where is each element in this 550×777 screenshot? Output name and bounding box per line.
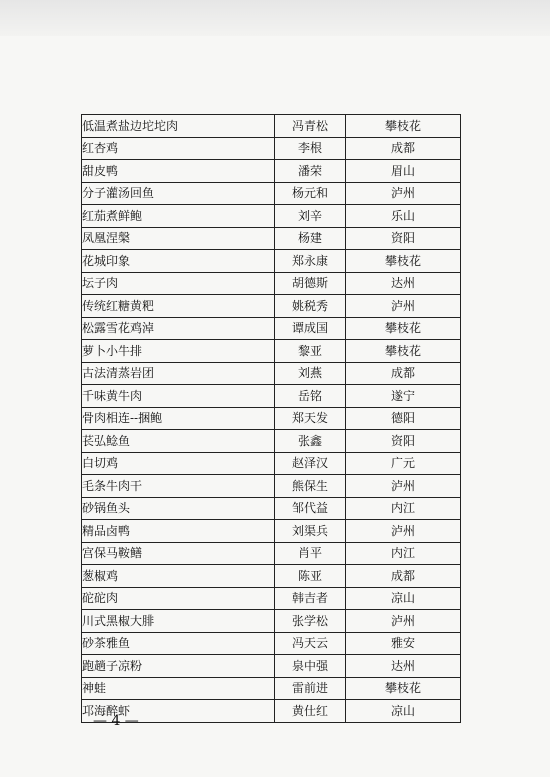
chef-name-cell: 姚税秀 bbox=[275, 295, 346, 318]
dish-name-cell: 花城印象 bbox=[82, 250, 275, 273]
city-cell: 攀枝花 bbox=[346, 677, 461, 700]
dish-name-cell: 砂锅鱼头 bbox=[82, 497, 275, 520]
dish-name-cell: 分子灌汤回鱼 bbox=[82, 182, 275, 205]
city-cell: 泸州 bbox=[346, 475, 461, 498]
city-cell: 成都 bbox=[346, 137, 461, 160]
table-row bbox=[82, 452, 461, 475]
city-cell: 泸州 bbox=[346, 182, 461, 205]
chef-name-cell: 熊保生 bbox=[275, 475, 346, 498]
dish-name-cell: 千味黄牛肉 bbox=[82, 385, 275, 408]
city-cell: 雅安 bbox=[346, 632, 461, 655]
dish-name-cell: 骨肉相连--捆鲍 bbox=[82, 407, 275, 430]
dish-name-cell: 传统红糖黄粑 bbox=[82, 295, 275, 318]
table-row bbox=[82, 520, 461, 543]
table-row bbox=[82, 250, 461, 273]
dish-name-cell: 毛条牛肉干 bbox=[82, 475, 275, 498]
table-row bbox=[82, 227, 461, 250]
table-row bbox=[82, 385, 461, 408]
table-row bbox=[82, 160, 461, 183]
table-row bbox=[82, 587, 461, 610]
city-cell: 攀枝花 bbox=[346, 340, 461, 363]
chef-name-cell: 韩吉者 bbox=[275, 587, 346, 610]
dish-name-cell: 坛子肉 bbox=[82, 272, 275, 295]
dish-name-cell: 跑趟子凉粉 bbox=[82, 655, 275, 678]
dish-name-cell: 凤凰涅槃 bbox=[82, 227, 275, 250]
table-row bbox=[82, 115, 461, 138]
chef-name-cell: 泉中强 bbox=[275, 655, 346, 678]
table-row bbox=[82, 632, 461, 655]
city-cell: 遂宁 bbox=[346, 385, 461, 408]
table-row bbox=[82, 182, 461, 205]
dish-table-body bbox=[82, 115, 461, 723]
city-cell: 凉山 bbox=[346, 700, 461, 723]
dish-name-cell: 萝卜小牛排 bbox=[82, 340, 275, 363]
city-cell: 内江 bbox=[346, 542, 461, 565]
table-row bbox=[82, 272, 461, 295]
dish-name-cell: 川式黑椒大腓 bbox=[82, 610, 275, 633]
chef-name-cell: 黄仕红 bbox=[275, 700, 346, 723]
dish-table bbox=[81, 114, 461, 723]
chef-name-cell: 杨元和 bbox=[275, 182, 346, 205]
city-cell: 资阳 bbox=[346, 430, 461, 453]
dish-name-cell: 邛海醉虾 bbox=[82, 700, 275, 723]
chef-name-cell: 雷前进 bbox=[275, 677, 346, 700]
city-cell: 乐山 bbox=[346, 205, 461, 228]
city-cell: 眉山 bbox=[346, 160, 461, 183]
table-row bbox=[82, 430, 461, 453]
chef-name-cell: 岳铭 bbox=[275, 385, 346, 408]
city-cell: 达州 bbox=[346, 655, 461, 678]
chef-name-cell: 杨建 bbox=[275, 227, 346, 250]
chef-name-cell: 刘渠兵 bbox=[275, 520, 346, 543]
city-cell: 泸州 bbox=[346, 610, 461, 633]
dish-name-cell: 甜皮鸭 bbox=[82, 160, 275, 183]
city-cell: 泸州 bbox=[346, 520, 461, 543]
city-cell: 泸州 bbox=[346, 295, 461, 318]
city-cell: 凉山 bbox=[346, 587, 461, 610]
chef-name-cell: 陈亚 bbox=[275, 565, 346, 588]
city-cell: 成都 bbox=[346, 565, 461, 588]
table-row bbox=[82, 610, 461, 633]
table-row bbox=[82, 317, 461, 340]
city-cell: 达州 bbox=[346, 272, 461, 295]
chef-name-cell: 冯天云 bbox=[275, 632, 346, 655]
dish-name-cell: 砣砣肉 bbox=[82, 587, 275, 610]
dish-name-cell: 葱椒鸡 bbox=[82, 565, 275, 588]
chef-name-cell: 张鑫 bbox=[275, 430, 346, 453]
city-cell: 广元 bbox=[346, 452, 461, 475]
chef-name-cell: 赵泽汉 bbox=[275, 452, 346, 475]
table-row bbox=[82, 677, 461, 700]
chef-name-cell: 刘燕 bbox=[275, 362, 346, 385]
chef-name-cell: 谭成国 bbox=[275, 317, 346, 340]
chef-name-cell: 刘辛 bbox=[275, 205, 346, 228]
table-row bbox=[82, 655, 461, 678]
city-cell: 攀枝花 bbox=[346, 317, 461, 340]
table-row bbox=[82, 407, 461, 430]
dish-name-cell: 砂茶雅鱼 bbox=[82, 632, 275, 655]
table-row bbox=[82, 205, 461, 228]
scan-top-edge bbox=[0, 0, 550, 36]
chef-name-cell: 胡德斯 bbox=[275, 272, 346, 295]
dish-name-cell: 白切鸡 bbox=[82, 452, 275, 475]
table-row bbox=[82, 565, 461, 588]
dish-name-cell: 红茄煮鲜鲍 bbox=[82, 205, 275, 228]
chef-name-cell: 郑永康 bbox=[275, 250, 346, 273]
table-row bbox=[82, 362, 461, 385]
chef-name-cell: 黎亚 bbox=[275, 340, 346, 363]
city-cell: 攀枝花 bbox=[346, 115, 461, 138]
city-cell: 资阳 bbox=[346, 227, 461, 250]
chef-name-cell: 邹代益 bbox=[275, 497, 346, 520]
table-row bbox=[82, 137, 461, 160]
table-row bbox=[82, 542, 461, 565]
table-row bbox=[82, 497, 461, 520]
chef-name-cell: 肖平 bbox=[275, 542, 346, 565]
table-row bbox=[82, 295, 461, 318]
chef-name-cell: 潘荣 bbox=[275, 160, 346, 183]
table-row bbox=[82, 475, 461, 498]
chef-name-cell: 张学松 bbox=[275, 610, 346, 633]
page-number: — 4 — bbox=[93, 713, 139, 729]
city-cell: 成都 bbox=[346, 362, 461, 385]
chef-name-cell: 冯青松 bbox=[275, 115, 346, 138]
chef-name-cell: 李根 bbox=[275, 137, 346, 160]
dish-name-cell: 红杏鸡 bbox=[82, 137, 275, 160]
dish-name-cell: 古法清蒸岩团 bbox=[82, 362, 275, 385]
chef-name-cell: 郑天发 bbox=[275, 407, 346, 430]
city-cell: 攀枝花 bbox=[346, 250, 461, 273]
dish-name-cell: 宫保马鞍鳝 bbox=[82, 542, 275, 565]
table-row bbox=[82, 340, 461, 363]
dish-name-cell: 苌弘鲶鱼 bbox=[82, 430, 275, 453]
dish-name-cell: 松露雪花鸡淖 bbox=[82, 317, 275, 340]
dish-name-cell: 低温煮盐边坨坨肉 bbox=[82, 115, 275, 138]
dish-name-cell: 精品卤鸭 bbox=[82, 520, 275, 543]
city-cell: 内江 bbox=[346, 497, 461, 520]
dish-name-cell: 神蛙 bbox=[82, 677, 275, 700]
city-cell: 德阳 bbox=[346, 407, 461, 430]
